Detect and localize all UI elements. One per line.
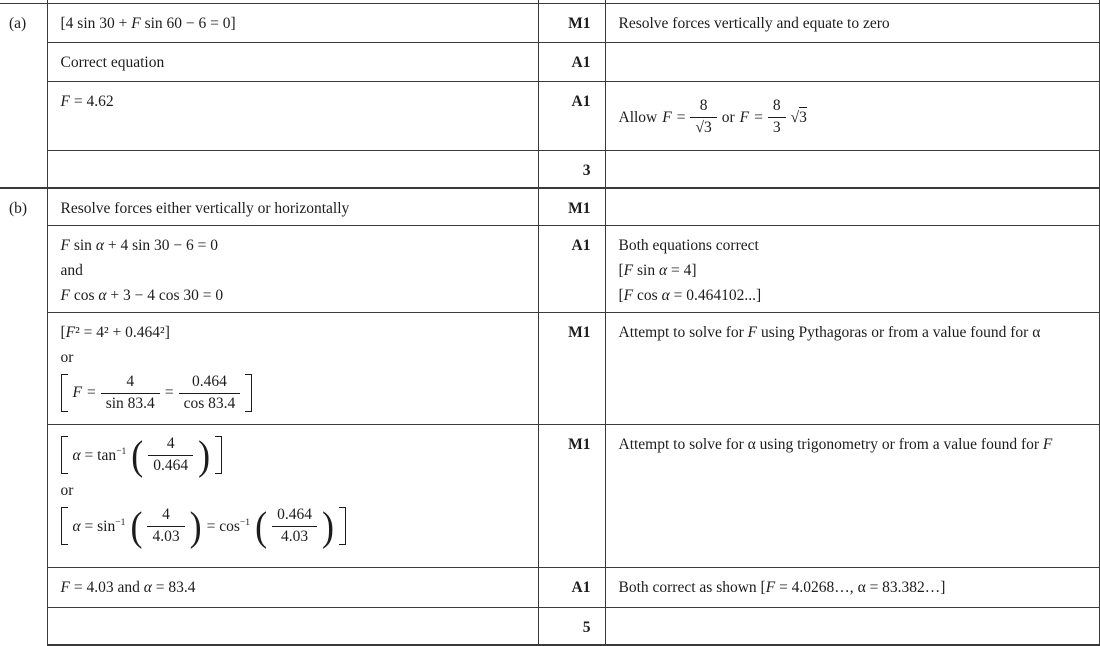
fraction-denominator: [690, 118, 716, 138]
variable-alpha: α: [747, 436, 756, 453]
variable-F: F: [662, 108, 672, 126]
equals-sign: =: [676, 108, 686, 126]
total-marks-value: 3: [582, 162, 591, 179]
equation-line: [F sin α = 4]: [618, 262, 697, 279]
fraction: [768, 97, 786, 137]
variable-F: F: [72, 384, 82, 402]
mark-cell-a1: [538, 4, 605, 43]
total-marks-b: [538, 608, 605, 646]
radicand: 3: [799, 108, 807, 126]
bracketed-equation: $\alpha = \tan^{-1}$ ( $\frac{4}{0.464}$ ): [61, 435, 528, 475]
comment-cell-a1: [605, 4, 1100, 43]
radical-sign: √: [695, 119, 704, 136]
equation-fragment: $\alpha = \sin^{-1}$: [72, 516, 126, 535]
variable-F: F: [765, 579, 776, 596]
fraction-numerator: 8: [768, 97, 786, 118]
bracketed-equation: [61, 373, 528, 413]
variable-F: F: [739, 108, 750, 126]
mark-code: A1: [571, 237, 591, 254]
working-text: Correct equation: [60, 54, 165, 71]
allow-equation: [619, 97, 1094, 137]
left-bracket: [61, 374, 68, 412]
fraction: $\frac{4}{\sin 83.4}$: [101, 373, 160, 413]
right-bracket: [339, 507, 346, 545]
variable-F: F: [60, 579, 70, 596]
left-bracket: [61, 507, 68, 545]
or-text: or: [721, 108, 735, 126]
part-label-text: (b): [9, 200, 28, 217]
mark-cell-b5: [538, 568, 605, 608]
fraction: $\frac{0.464}{4.03}$: [272, 506, 317, 546]
equation-line: [F² = 4² + 0.464²]: [60, 324, 170, 341]
mark-code: M1: [568, 324, 591, 341]
variable-alpha: α: [857, 579, 866, 596]
comment-cell-b4: Attempt to solve for α using trigonometry or from a value found for F: [605, 425, 1100, 568]
mark-cell-a2: [538, 43, 605, 82]
mark-cell-b1: [538, 188, 605, 226]
fraction-numerator: 8: [690, 97, 716, 118]
fraction: $\frac{4}{4.03}$: [147, 506, 184, 546]
variable-F: F: [747, 324, 758, 341]
total-marks-a: [538, 151, 605, 189]
table-row: [0, 313, 1100, 425]
table-row: [0, 226, 1100, 313]
part-label-text: (a): [9, 15, 27, 32]
radical-term: [791, 109, 807, 127]
total-row-b: [0, 608, 1100, 646]
equation-line: [F cos α = 0.464102...]: [618, 287, 762, 304]
radicand: 3: [703, 119, 712, 136]
variable-F: F: [131, 15, 141, 32]
working-cell-b6: [47, 608, 538, 646]
working-cell-b1: [47, 188, 538, 226]
connector-text: or: [60, 482, 74, 500]
comment-text: Resolve forces vertically and equate to zero: [618, 15, 890, 32]
comment-text: Both equations correct: [618, 237, 759, 254]
comment-cell-a3: [605, 82, 1100, 151]
fraction-denominator: 3: [772, 119, 781, 136]
mark-cell-b3: [538, 313, 605, 425]
working-cell-a2: [47, 43, 538, 82]
table-row: [0, 188, 1100, 226]
mark-code: M1: [568, 200, 591, 217]
equation-fragment: sin 60 − 6 = 0]: [140, 15, 236, 32]
mark-code: M1: [568, 15, 591, 32]
equals-sign: =: [86, 384, 96, 402]
mark-cell-b4: [538, 425, 605, 568]
working-cell-a3: [47, 82, 538, 151]
equals-sign: =: [754, 108, 763, 126]
fraction: $\frac{4}{0.464}$: [148, 435, 193, 475]
comment-cell-a4: [605, 151, 1100, 189]
working-cell-b2: [47, 226, 538, 313]
table-row: [0, 4, 1100, 43]
table-row: [0, 568, 1100, 608]
equation-fragment: $\alpha = \tan^{-1}$: [72, 445, 127, 464]
table-row: [0, 43, 1100, 82]
left-bracket: [61, 436, 68, 474]
equation-fragment: [4 sin 30 +: [60, 15, 132, 32]
connector-text: or: [60, 349, 74, 366]
working-cell-b4: [47, 425, 538, 568]
fraction: [690, 97, 716, 137]
equation-line: F cos α + 3 − 4 cos 30 = 0: [60, 287, 224, 304]
variable-alpha: α: [1032, 324, 1041, 341]
mark-cell-b2: [538, 226, 605, 313]
part-label-b: [0, 188, 47, 645]
right-bracket: [215, 436, 222, 474]
total-marks-value: 5: [582, 619, 591, 636]
mark-code: A1: [571, 54, 591, 71]
mark-code: A1: [571, 93, 591, 110]
table-row: [0, 425, 1100, 568]
comment-cell-b6: [605, 608, 1100, 646]
radical-sign: √: [790, 108, 800, 126]
equals-sign: =: [164, 384, 174, 402]
working-cell-a1: [47, 4, 538, 43]
equation-line: F sin α + 4 sin 30 − 6 = 0: [60, 237, 219, 254]
fraction: $\frac{0.464}{\cos 83.4}$: [179, 373, 241, 413]
connector-text: and: [60, 262, 83, 279]
mark-code: M1: [568, 436, 591, 453]
comment-cell-b2: [605, 226, 1100, 313]
variable-F: F: [1042, 436, 1053, 453]
table-row: [0, 82, 1100, 151]
variable-F: F: [60, 93, 70, 110]
comment-text: Allow: [618, 108, 658, 126]
variable-alpha: α: [143, 579, 152, 596]
comment-cell-b1: [605, 188, 1100, 226]
bracketed-equation: $\alpha = \sin^{-1}$ ( $\frac{4}{4.03}$ ) = $\cos^{-1}$ ( $\frac{0.464}{4.03}$ ): [61, 506, 528, 546]
working-cell-b5: F = 4.03 and α = 83.4: [47, 568, 538, 608]
mark-cell-a3: [538, 82, 605, 151]
comment-cell-b5: Both correct as shown [F = 4.0268…, α = 83.382…]: [605, 568, 1100, 608]
comment-cell-a2: [605, 43, 1100, 82]
comment-cell-b3: Attempt to solve for F using Pythagoras or from a value found for α: [605, 313, 1100, 425]
working-cell-a4: [47, 151, 538, 189]
equation-fragment: = 4.62: [69, 93, 114, 110]
right-bracket: [245, 374, 252, 412]
equation-fragment: = $\cos^{-1}$: [206, 516, 251, 535]
working-cell-b3: [47, 313, 538, 425]
mark-code: A1: [571, 579, 591, 596]
working-text: Resolve forces either vertically or horizontally: [60, 200, 350, 217]
total-row-a: [0, 151, 1100, 189]
part-label-a: [0, 4, 47, 189]
